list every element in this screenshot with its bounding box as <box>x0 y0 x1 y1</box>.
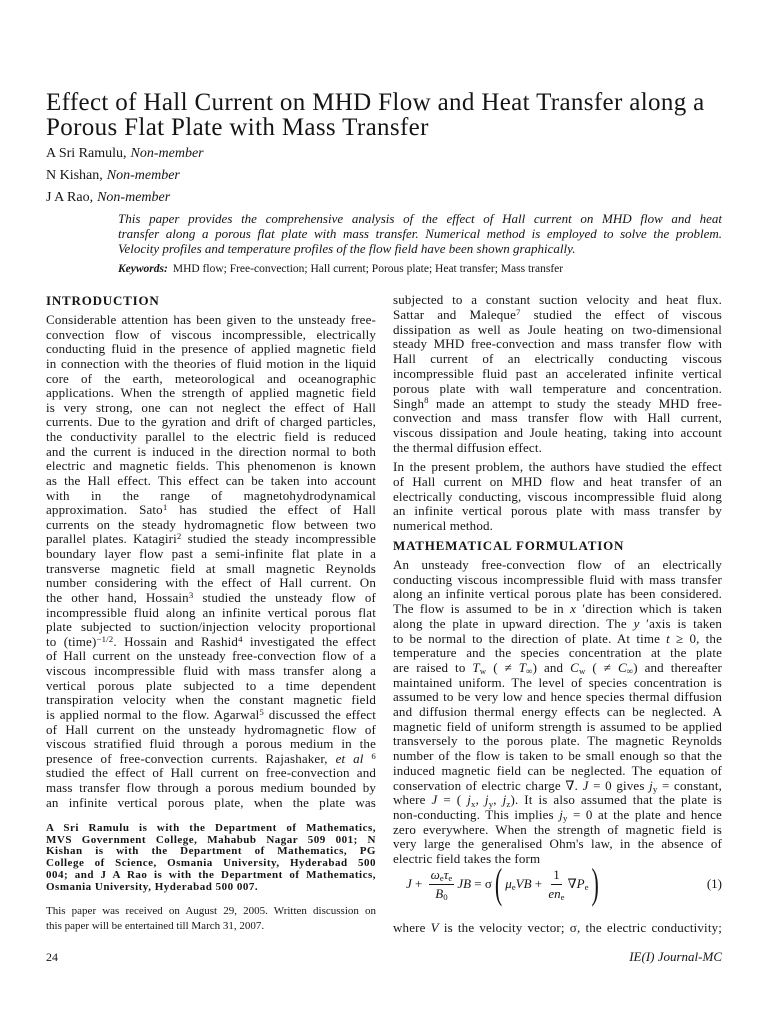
footnote-line: 004; and J A Rao is with the Department of Mathematics, <box>46 868 376 881</box>
subscript: w <box>578 666 586 677</box>
italic-text: μ <box>505 876 512 891</box>
author-entry <box>46 165 204 187</box>
italic-text: C <box>617 659 627 675</box>
text-line: approximation. Sato$^1$ has studied the effect of Hall <box>46 501 376 518</box>
title-line: Effect of Hall Current on MHD Flow and Heat Transfer along a <box>46 89 705 116</box>
subscript: ∞ <box>526 666 533 677</box>
text-line: the conductivity parallel to the electric field is reduced <box>46 429 376 444</box>
text-line: induced magnetic field can be neglected. The equation of <box>393 762 722 778</box>
received-note <box>46 904 376 933</box>
text-line: are raised to $T_w$ ( ≠ $T_\infty$) and $C_w$ ( ≠ $C_\infty$) and thereafter <box>393 659 723 677</box>
text-line: is very strong, one can not neglect the effect of Hall <box>46 399 376 415</box>
text-line: conducting fluid in the presence of applied magnetic field <box>46 341 376 357</box>
equation-lhs: J + <box>406 876 426 891</box>
text-line: zero everywhere. When the strength of magnetic field is <box>393 821 722 837</box>
italic-text: et al <box>335 750 364 766</box>
italic-text: en <box>548 885 561 901</box>
text-line: electric field takes the form <box>393 851 541 867</box>
italic-text: τ <box>443 866 449 882</box>
superscript: 1 <box>162 501 168 512</box>
paper-title <box>46 90 705 140</box>
superscript: −1/2 <box>96 633 114 644</box>
text-line: conservation of electric charge ∇. J = 0 gives $j_y$ = constant, <box>393 777 722 795</box>
superscript: 4 <box>238 633 243 644</box>
author-list <box>46 143 204 209</box>
footnote-line: College of Science, Osmania University, Hyderabad 500 <box>46 857 376 870</box>
subscript: y <box>562 813 568 824</box>
text-line: an infinite vertical porous plate with mass transfer by <box>393 503 722 519</box>
italic-text: VB <box>515 876 532 891</box>
text-line: transpiration velocity when the constant magnetic field <box>46 692 376 708</box>
text-line: maintained uniform. The level of species concentration is <box>393 674 722 690</box>
italic-text: t <box>666 630 670 646</box>
text-line: incompressible fluid past an accelerated infinite vertical <box>393 365 722 381</box>
text-line: Hall current of an electrically conducting viscous <box>393 351 722 367</box>
footnote-line: A Sri Ramulu is with the Department of Mathematics, <box>46 822 376 834</box>
text-line: boundary layer flow past a semi-infinite flat plate in a <box>46 546 376 561</box>
italic-text: x <box>570 601 577 617</box>
formulation-paragraph <box>393 558 722 867</box>
text-line: currents on the steady hydromagnetic flow between two <box>46 516 376 532</box>
journal-name: IE(I) Journal-MC <box>629 949 722 964</box>
fraction-denominator <box>435 885 447 902</box>
subscript: z <box>506 798 511 809</box>
italic-text: y <box>633 615 640 631</box>
italic-text: B <box>435 885 444 901</box>
text-line: Sattar and Maleque$^7$ studied the effect of viscous <box>393 306 722 322</box>
italic-text: C <box>570 659 579 675</box>
text-line: number considering with the effect of Hall current. On <box>46 575 376 591</box>
text-line: magnetic field of uniform strength is assumed to be applied <box>393 718 722 734</box>
superscript: 8 <box>424 395 429 406</box>
fraction-denominator <box>548 885 564 902</box>
text-line: an infinite vertical porous plate, when the plate was <box>46 794 376 810</box>
subscript: ∞ <box>626 666 634 677</box>
text-line: and diffusion thermal energy effects can be neglected. A <box>393 704 722 720</box>
italic-text: J <box>582 777 589 793</box>
text-line: where J = ( $j_x$, $j_y$, $j_z$). It is also assumed that the plate is <box>393 792 722 809</box>
text-line: transverse magnetic field at small magnetic Reynolds <box>46 560 376 576</box>
hall-coefficient-fraction <box>429 867 455 902</box>
italic-text: P <box>576 876 585 891</box>
abstract-line: This paper provides the comprehensive analysis of the effect of Hall current on MHD flow and heat <box>118 211 722 226</box>
footnote-line: this paper will be entertained till March 31, 2007. <box>46 919 265 932</box>
text-line: incompressible fluid along an infinite vertical porous flat <box>46 604 376 620</box>
subscript: e <box>439 872 444 883</box>
close-parenthesis: ) <box>591 859 599 907</box>
introduction-paragraph-continued <box>393 293 722 456</box>
author-name: N Kishan, <box>46 168 103 183</box>
text-line: to (time)$^{-1/2}$. Hossain and Rashid$^4$ investigated the effect <box>46 633 376 649</box>
text-line: assumed to be very low and hence species thermal diffusion <box>393 689 722 705</box>
fraction-numerator: 1 <box>551 867 562 885</box>
text-line: The flow is assumed to be in x ′direction which is taken <box>393 601 722 617</box>
text-line: presence of free-convection currents. Rajashaker, et al $^6$ <box>46 750 376 766</box>
superscript: 5 <box>259 706 264 717</box>
equation-body <box>406 859 602 907</box>
text-line: convection flow of viscous incompressible, electrically <box>46 326 376 342</box>
superscript: 6 <box>371 750 376 761</box>
text-line: to be normal to the direction of plate. At time t ≥ 0, the <box>393 630 722 646</box>
pressure-gradient-term: $\nabla P_e$ <box>567 876 589 893</box>
text-line: plate subjected to suction/injection velocity proportional <box>46 619 376 635</box>
text-line: subjected to a constant suction velocity and heat flux. <box>393 292 722 307</box>
subscript: e <box>448 872 453 883</box>
text-line: electric and magnetic fields. This phenomenon is known <box>46 458 376 474</box>
italic-text: j <box>502 792 507 808</box>
post-equation-paragraph <box>393 921 722 936</box>
italic-text: J <box>406 876 412 891</box>
subscript: 0 <box>443 891 448 902</box>
text-line: mass transfer flow through a porous medium bounded by <box>46 780 376 795</box>
italic-text: T <box>518 659 527 675</box>
text-line: where V is the velocity vector; σ, the electric conductivity; <box>393 920 722 935</box>
open-parenthesis: ( <box>494 859 503 907</box>
fraction-numerator <box>429 867 455 885</box>
italic-text: j <box>467 792 471 808</box>
text-line: temperature and the species concentration at the plate <box>393 645 722 661</box>
text-line: of Hall current on the unsteady free-convection flow of a <box>46 648 376 664</box>
abstract-line: Velocity profiles and temperature profiles of the flow field have been shown graphically. <box>118 241 576 256</box>
text-line: numerical method. <box>393 518 494 534</box>
text-line: Singh$^8$ made an attempt to study the steady MHD free- <box>393 395 722 411</box>
author-name: A Sri Ramulu, <box>46 146 127 161</box>
author-membership: Non-member <box>97 190 171 205</box>
text-line: dissipation as well as Joule heating on two-dimensional <box>393 321 722 337</box>
equation-inner-term: $\mu_eVB$ + <box>505 876 546 893</box>
author-membership: Non-member <box>106 168 180 183</box>
footnote-line: This paper was received on August 29, 2005. Written discussion on <box>46 905 376 917</box>
keywords <box>118 262 563 277</box>
text-line: very large the generalised Ohm's law, in the absence of <box>393 836 722 852</box>
subscript: w <box>479 666 487 677</box>
text-line: parallel plates. Katagiri$^2$ studied the steady incompressible <box>46 531 377 547</box>
text-line: in connection with the theories of fluid motion in the liquid <box>46 355 376 371</box>
italic-text: T <box>472 659 480 675</box>
italic-text: j <box>484 792 489 808</box>
author-membership: Non-member <box>130 146 204 161</box>
text-line: Considerable attention has been given to the unsteady free- <box>46 312 376 327</box>
author-entry <box>46 143 204 165</box>
keywords-list: MHD flow; Free-convection; Hall current; Porous plate; Heat transfer; Mass transfer <box>172 263 564 275</box>
text-line: is applied normal to the flow. Agarwal$^5$ discussed the effect <box>46 706 376 722</box>
text-line: viscous dissipation and Joule heating, taking into account <box>393 425 722 441</box>
text-line: along an infinite vertical porous plate has been considered. <box>393 586 722 602</box>
text-line: non-conducting. This implies $j_y = 0$ at the plate and hence <box>393 806 722 824</box>
text-line: viscous stratified fluid through a porous medium in the <box>46 736 376 752</box>
subscript: x <box>470 798 476 809</box>
text-line: the other hand, Hossain$^3$ studied the unsteady flow of <box>46 589 377 605</box>
text-line: electrically conducting, viscous incompressible fluid along <box>393 488 722 504</box>
text-line: studied the effect of Hall current on free-convection and <box>46 765 376 781</box>
text-line: porous plate with wall temperature and concentration. <box>393 380 722 396</box>
superscript: 3 <box>188 589 194 600</box>
text-line: as the Hall effect. This effect can be taken into account <box>46 472 376 488</box>
text-line: In the present problem, the authors have studied the effect <box>393 459 722 474</box>
text-line: conducting viscous incompressible fluid with mass transfer <box>393 571 722 587</box>
text-line: viscous incompressible fluid with mass transfer along a <box>46 663 376 678</box>
text-line: and the current is induced in the direction normal to both <box>46 443 376 459</box>
text-line: convection and mass transfer flow with Hall current, <box>393 410 722 426</box>
subscript: y <box>488 798 494 809</box>
section-heading-introduction: INTRODUCTION <box>46 293 160 308</box>
text-line: along the plate in upward direction. The y ′axis is taken <box>393 615 722 631</box>
keywords-label: Keywords: <box>118 263 168 275</box>
text-line: currents. Due to the gyration and drift of charged particles, <box>46 414 376 430</box>
equation-middle-term: JB = σ <box>457 876 492 891</box>
subscript: e <box>560 891 565 902</box>
section-heading-mathematical-formulation: MATHEMATICAL FORMULATION <box>393 538 625 553</box>
italic-text: V <box>430 920 439 935</box>
author-entry <box>46 187 204 209</box>
author-name: J A Rao, <box>46 190 94 205</box>
abstract-line: transfer along a porous flat plate with mass transfer. Numerical method is employed to solve the problem. <box>118 226 722 241</box>
italic-text: ω <box>430 866 440 882</box>
superscript: 2 <box>176 531 182 542</box>
text-line: of Hall current on MHD flow and heat transfer of an <box>393 473 722 489</box>
pressure-coefficient-fraction <box>548 867 564 902</box>
subscript: e <box>584 882 589 893</box>
present-problem-paragraph <box>393 460 722 534</box>
italic-text: J <box>431 792 438 808</box>
author-affiliations-footnote <box>46 823 376 893</box>
text-line: with in the range of magnetohydrodynamical <box>46 487 376 503</box>
text-line: of Hall current on the unsteady hydromagnetic flow of <box>46 721 376 737</box>
subscript: e <box>511 882 516 893</box>
text-line: steady MHD free-convection and mass transfer flow with <box>393 336 722 352</box>
text-line: the thermal diffusion effect. <box>393 439 542 455</box>
equation-number: (1) <box>706 876 722 891</box>
footnote-line: Kishan is with the Department of Mathematics, PG <box>46 845 376 858</box>
text-line: vertical porous plate subjected to a time dependent <box>46 677 376 693</box>
italic-text: j <box>559 806 563 822</box>
text-line: An unsteady free-convection flow of an electrically <box>393 557 722 572</box>
abstract <box>118 211 722 256</box>
footnote-line: Osmania University, Hyderabad 500 007. <box>46 880 259 893</box>
italic-text: JB <box>457 876 472 891</box>
text-line: applications. When the strength of applied magnetic field <box>46 385 376 401</box>
italic-text: j <box>649 777 653 793</box>
title-line: Porous Flat Plate with Mass Transfer <box>46 114 429 141</box>
subscript: y <box>652 784 658 795</box>
footnote-line: MVS Government College, Mahabub Nagar 509 001; N <box>46 833 376 846</box>
text-line: number of the flow is taken to be small enough so that the <box>393 748 722 764</box>
page-number: 24 <box>46 950 58 964</box>
text-line: core of the earth, meteorological and oceanographic <box>46 370 376 386</box>
superscript: 7 <box>516 306 521 317</box>
introduction-paragraph <box>46 313 376 810</box>
text-line: transversely to the porous plate. The magnetic Reynolds <box>393 733 722 749</box>
